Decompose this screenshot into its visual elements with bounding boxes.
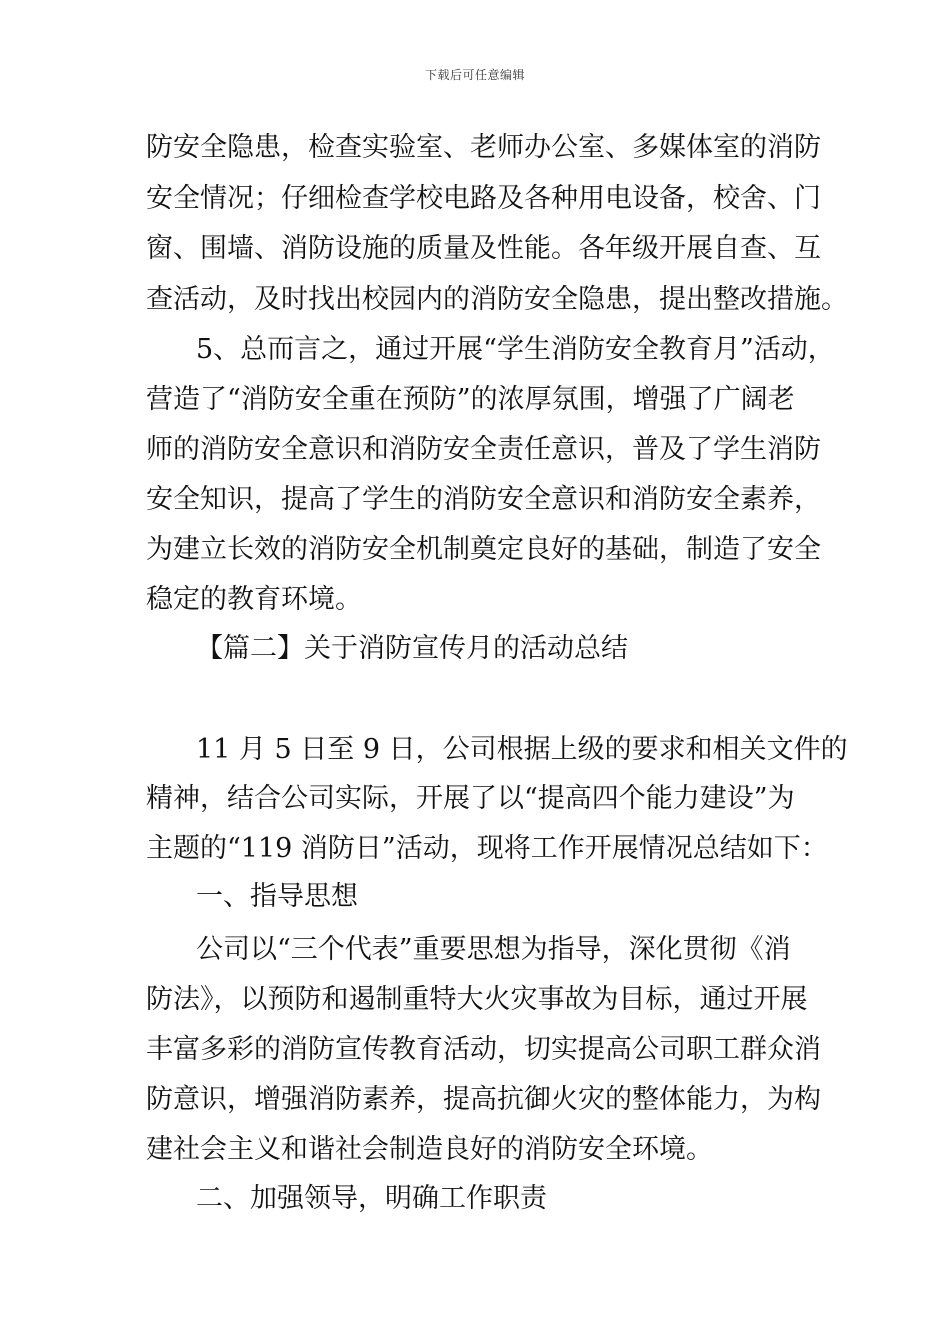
body-line: 安全情况；仔细检查学校电路及各种用电设备，校舍、门	[146, 183, 821, 214]
body-line: 主题的“119 消防日”活动，现将工作开展情况总结如下：	[146, 833, 828, 864]
subheading: 一、指导思想	[196, 881, 358, 912]
paragraph-start-line: 公司以“三个代表”重要思想为指导，深化贯彻《消	[196, 934, 791, 965]
paragraph-start-line: 5、总而言之，通过开展“学生消防安全教育月”活动，	[196, 334, 835, 365]
body-line: 安全知识，提高了学生的消防安全意识和消防安全素养，	[146, 484, 821, 515]
body-line: 查活动，及时找出校园内的消防安全隐患，提出整改措施。	[146, 284, 848, 315]
body-line: 防法》，以预防和遏制重特大火灾事故为目标，通过开展	[146, 984, 808, 1015]
body-line: 建社会主义和谐社会制造良好的消防安全环境。	[146, 1134, 713, 1165]
body-line: 营造了“消防安全重在预防”的浓厚氛围，增强了广阔老	[146, 384, 795, 415]
paragraph-start-line: 11 月 5 日至 9 日，公司根据上级的要求和相关文件的	[196, 734, 848, 765]
page-header-note: 下载后可任意编辑	[424, 68, 525, 82]
subheading: 二、加强领导，明确工作职责	[196, 1183, 547, 1214]
body-line: 稳定的教育环境。	[146, 584, 362, 615]
body-line: 精神，结合公司实际，开展了以“提高四个能力建设”为	[146, 783, 795, 814]
body-line: 防安全隐患，检查实验室、老师办公室、多媒体室的消防	[146, 132, 821, 163]
body-line: 窗、围墙、消防设施的质量及性能。各年级开展自查、互	[146, 233, 821, 264]
body-line: 防意识，增强消防素养，提高抗御火灾的整体能力，为构	[146, 1084, 821, 1115]
body-line: 为建立长效的消防安全机制奠定良好的基础，制造了安全	[146, 534, 821, 565]
body-line: 师的消防安全意识和消防安全责任意识，普及了学生消防	[146, 434, 821, 465]
section-heading: 【篇二】关于消防宣传月的活动总结	[196, 633, 628, 664]
body-line: 丰富多彩的消防宣传教育活动，切实提高公司职工群众消	[146, 1034, 821, 1065]
